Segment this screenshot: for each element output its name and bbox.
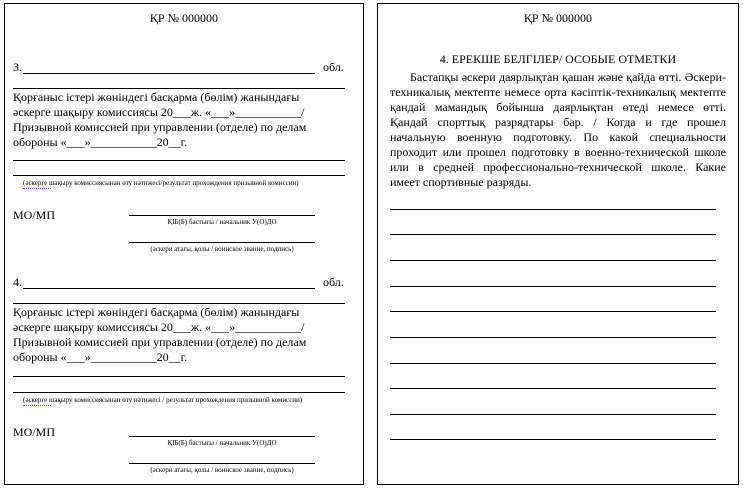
- section4-line-2[interactable]: [13, 303, 345, 304]
- special-marks-line-2[interactable]: [390, 234, 716, 235]
- section3-kz-line1: Қорғаныс істері жөніндегі басқарма (бөлім) жанындағы: [13, 90, 300, 104]
- section3-ru-line1: Призывной комиссией при управлении (отделе) по делам: [13, 120, 307, 134]
- section3-line-2[interactable]: [13, 88, 345, 89]
- section3-spell-mark: [23, 188, 51, 189]
- special-marks-line-9[interactable]: [390, 414, 716, 415]
- section4-kz-line1: Қорғаныс істері жөніндегі басқарма (бөлім) жанындағы: [13, 305, 300, 319]
- section4-obl: обл.: [323, 275, 344, 289]
- section4-result-line-2[interactable]: [13, 392, 345, 393]
- section4-spell-mark: [23, 405, 51, 406]
- section3-result-line-2[interactable]: [13, 175, 345, 176]
- special-marks-line-7[interactable]: [390, 363, 716, 364]
- section3-region-line[interactable]: [23, 73, 315, 74]
- special-marks-title: 4. ЕРЕКШЕ БЕЛГІЛЕР/ ОСОБЫЕ ОТМЕТКИ: [439, 52, 677, 66]
- left-doc-code: ҚР № 000000: [149, 11, 219, 25]
- right-doc-code: ҚР № 000000: [523, 11, 593, 25]
- section3-result-line-1[interactable]: [13, 160, 345, 161]
- section4-sign-caption: (әскери атағы, қолы / воинское звание, подпись): [150, 466, 294, 474]
- special-marks-line-6[interactable]: [390, 337, 716, 338]
- special-marks-line-4[interactable]: [390, 286, 716, 287]
- section3-chief-caption: ҚІБ(Б) бастығы / начальник У(О)ДО: [167, 218, 277, 226]
- section4-chief-line[interactable]: [129, 436, 315, 437]
- special-marks-line-3[interactable]: [390, 260, 716, 261]
- section4-number: 4.: [13, 275, 22, 289]
- special-marks-line-8[interactable]: [390, 388, 716, 389]
- section4-result-caption: (әскерге шақыру комиссиясынан өту нәтижесі / результат прохождения призывной комиссии): [23, 396, 303, 404]
- section4-ru-line1: Призывной комиссией при управлении (отделе) по делам: [13, 335, 307, 349]
- special-marks-paragraph: Бастапқы әскери даярлықтан қашан және қайда өтті. Әскери-техникалық мектепте немесе орта кәсіптік-техникалық мектепте қандай мамандық бойынша даярлықтан өтеді немесе өтті. Қандай спорттық разрядтары бар. / Когда и где прошел начальную военную подготовку. По какой специальности проходит или прошел подготовку в военно-технической школе или в средней профессионально-технической школе. Какие имеет спортивные разряды.: [390, 70, 726, 189]
- section3-chief-line[interactable]: [129, 215, 315, 216]
- section3-ru-line2: обороны «___»___________20__г.: [13, 135, 188, 149]
- section3-obl: обл.: [323, 60, 344, 74]
- section4-mo: МО/МП: [13, 425, 56, 439]
- special-marks-line-10[interactable]: [390, 439, 716, 440]
- left-page: [4, 3, 364, 485]
- section4-kz-line2: әскерге шақыру комиссиясы 20___ж. «___»___________/: [13, 320, 305, 334]
- section3-kz-line2: әскерге шақыру комиссиясы 20___ж. «___»___________/: [13, 105, 305, 119]
- section4-region-line[interactable]: [23, 288, 315, 289]
- section4-result-line-1[interactable]: [13, 376, 345, 377]
- section3-number: 3.: [13, 60, 22, 74]
- section3-sign-caption: (әскери атағы, қолы / воинское звание, подпись): [150, 245, 294, 253]
- section4-chief-caption: ҚІБ(Б) бастығы / начальник У(О)ДО: [167, 439, 277, 447]
- right-page: [377, 3, 739, 485]
- section4-sign-line[interactable]: [129, 463, 315, 464]
- section3-sign-line[interactable]: [129, 242, 315, 243]
- section4-ru-line2: обороны «___»___________20__г.: [13, 350, 188, 364]
- special-marks-line-5[interactable]: [390, 311, 716, 312]
- section3-result-caption: (әскерге шақыру комиссиясынан өту нәтижесі/результат прохождения призывной комиссии): [23, 179, 299, 187]
- section3-mo: МО/МП: [13, 208, 56, 222]
- special-marks-line-1[interactable]: [390, 209, 716, 210]
